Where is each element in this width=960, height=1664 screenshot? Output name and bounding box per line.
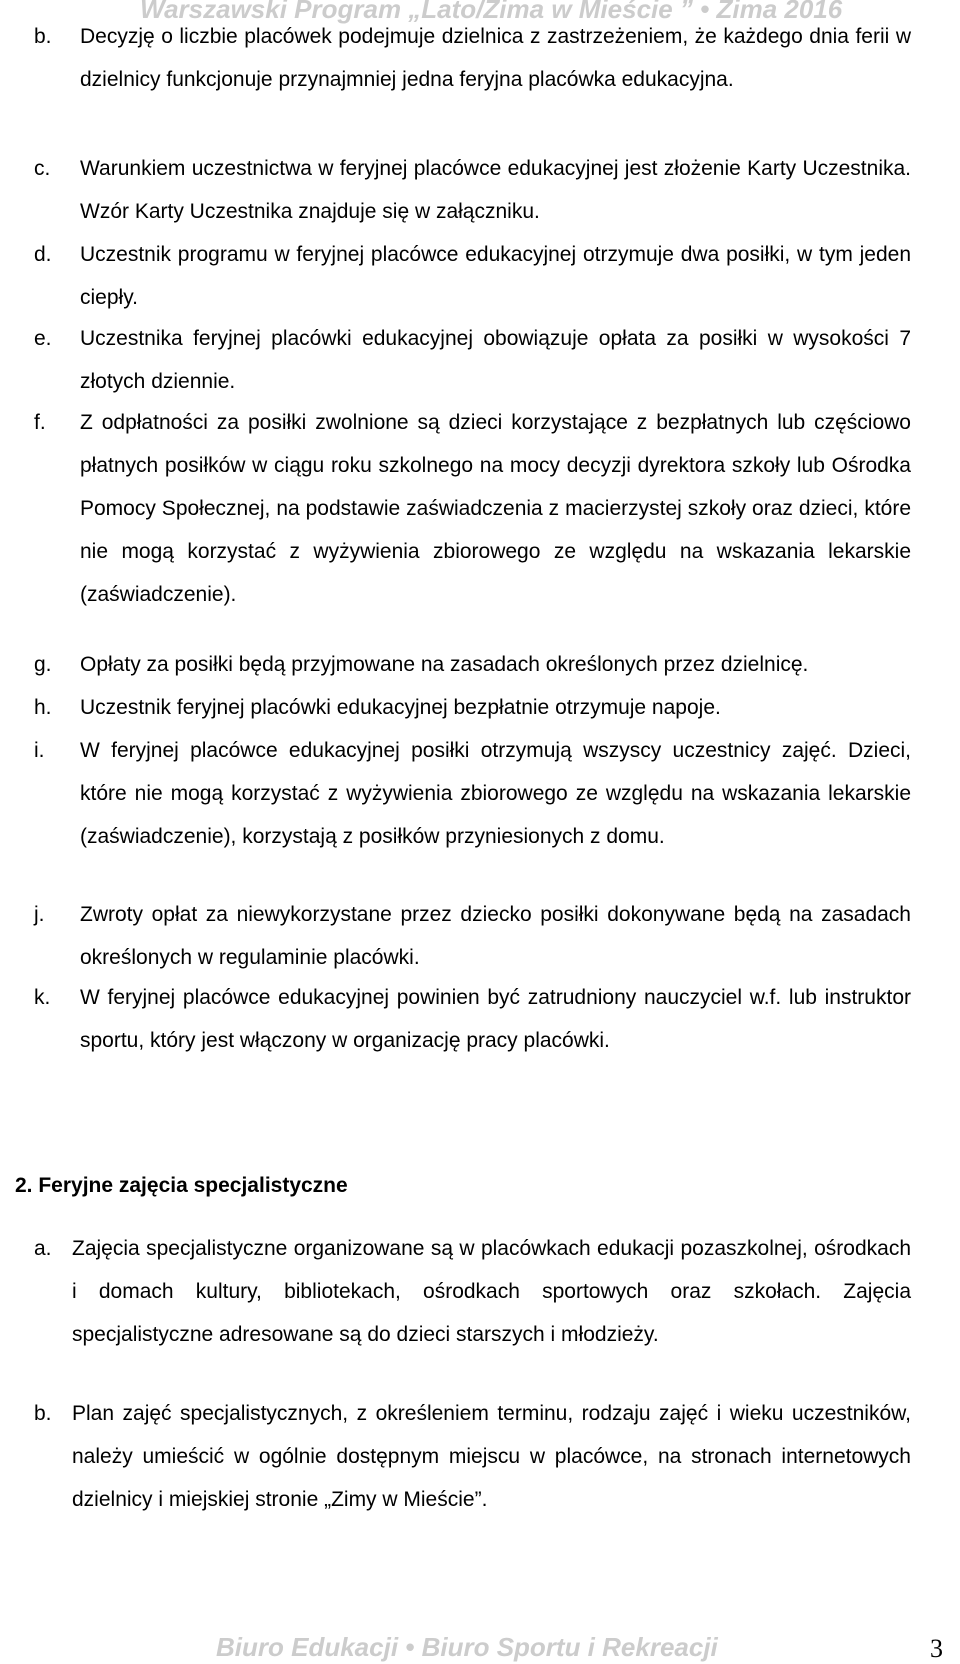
list-item-text: Z odpłatności za posiłki zwolnione są dzieci korzystające z bezpłatnych lub częściowo płatnych posiłków w ciągu roku szkolnego na mocy decyzji dyrektora szkoły lub Ośrodka Pomocy Społecznej, na podstawie zaświadczenia z macierzystej szkoły oraz dzieci, które nie mogą korzystać z wyżywienia zbiorowego ze względu na wskazania lekarskie (zaświadczenie). (80, 411, 911, 606)
page-footer: Biuro Edukacji • Biuro Sportu i Rekreacji (216, 1632, 718, 1662)
list-item-d (34, 233, 911, 319)
list-item-label: d. (34, 243, 52, 266)
list-item-text: Uczestnika feryjnej placówki edukacyjnej obowiązuje opłata za posiłki w wysokości 7 złotych dziennie. (80, 327, 911, 393)
list-item-c (34, 147, 911, 233)
list-item-label: c. (34, 157, 51, 180)
list-item-label: a. (34, 1237, 52, 1260)
list-item-label: e. (34, 327, 52, 350)
list-item-e (34, 317, 911, 403)
section-heading: 2. Feryjne zajęcia specjalistyczne (15, 1174, 348, 1197)
list-item-label: j. (34, 903, 45, 926)
section2-item-a (34, 1227, 911, 1356)
list-item-label: k. (34, 986, 51, 1009)
list-item-text: Zwroty opłat za niewykorzystane przez dziecko posiłki dokonywane będą na zasadach określonych w regulaminie placówki. (80, 903, 911, 969)
list-item-label: h. (34, 696, 52, 719)
list-item-text: Plan zajęć specjalistycznych, z określeniem terminu, rodzaju zajęć i wieku uczestników, należy umieścić w ogólnie dostępnym miejscu w placówce, na stronach internetowych dzielnicy i miejskiej stronie „Zimy w Mieście”. (72, 1402, 911, 1511)
list-item-b (34, 15, 911, 101)
list-item-text: Zajęcia specjalistyczne organizowane są w placówkach edukacji pozaszkolnej, ośrodkach i domach kultury, bibliotekach, ośrodkach sportowych oraz szkołach. Zajęcia specjalistyczne adresowane są do dzieci starszych i młodzieży. (72, 1237, 911, 1346)
list-item-label: g. (34, 653, 52, 676)
list-item-text: Opłaty za posiłki będą przyjmowane na zasadach określonych przez dzielnicę. (80, 653, 809, 676)
list-item-label: b. (34, 1402, 52, 1425)
list-item-f (34, 401, 911, 616)
list-item-j (34, 893, 911, 979)
page-header: Warszawski Program „Lato/Zima w Mieście ” • Zima 2016 (140, 0, 843, 24)
list-item-h (34, 686, 911, 729)
list-item-text: Uczestnik feryjnej placówki edukacyjnej bezpłatnie otrzymuje napoje. (80, 696, 721, 719)
list-item-text: W feryjnej placówce edukacyjnej powinien być zatrudniony nauczyciel w.f. lub instruktor sportu, który jest włączony w organizację pracy placówki. (80, 986, 911, 1052)
list-item-label: f. (34, 411, 46, 434)
list-item-text: W feryjnej placówce edukacyjnej posiłki otrzymują wszyscy uczestnicy zajęć. Dzieci, które nie mogą korzystać z wyżywienia zbiorowego ze względu na wskazania lekarskie (zaświadczenie), korzystają z posiłków przyniesionych z domu. (80, 739, 911, 848)
list-item-text: Warunkiem uczestnictwa w feryjnej placówce edukacyjnej jest złożenie Karty Uczestnika. Wzór Karty Uczestnika znajduje się w załączniku. (80, 157, 911, 223)
list-item-label: i. (34, 739, 45, 762)
list-item-k (34, 976, 911, 1062)
page-number: 3 (930, 1634, 943, 1663)
list-item-i (34, 729, 911, 858)
list-item-text: Decyzję o liczbie placówek podejmuje dzielnica z zastrzeżeniem, że każdego dnia ferii w dzielnicy funkcjonuje przynajmniej jedna feryjna placówka edukacyjna. (80, 25, 911, 91)
list-item-text: Uczestnik programu w feryjnej placówce edukacyjnej otrzymuje dwa posiłki, w tym jeden ciepły. (80, 243, 911, 309)
list-item-g (34, 643, 911, 686)
section2-item-b (34, 1392, 911, 1521)
list-item-label: b. (34, 25, 52, 48)
